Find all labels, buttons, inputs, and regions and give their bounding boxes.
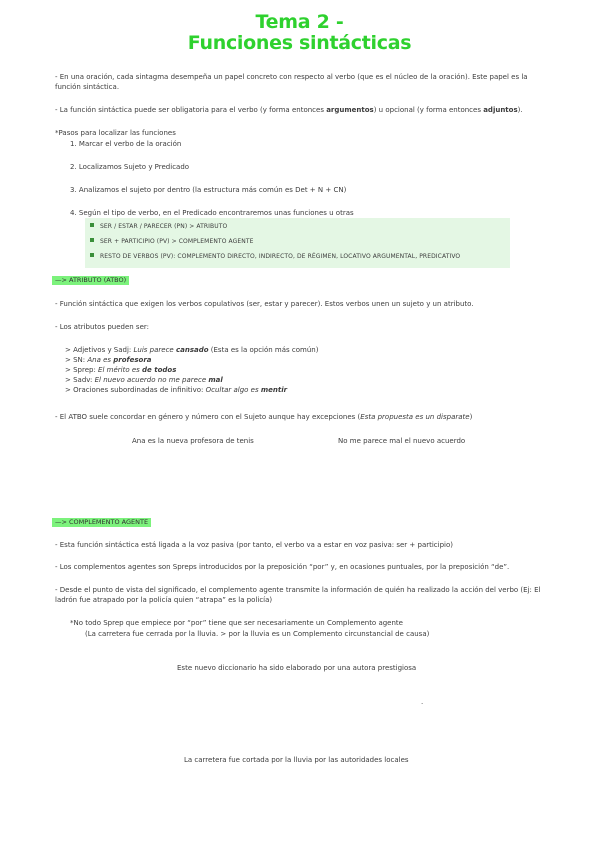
step-4: 4. Según el tipo de verbo, en el Predicado encontraremos unas funciones u otras <box>70 209 354 217</box>
intro-p2-text-e: ). <box>517 106 523 114</box>
item-label: > SN: <box>65 356 88 364</box>
atributo-item-sn <box>65 355 152 365</box>
agente-paragraph-1: - Esta función sintáctica está ligada a la voz pasiva (por tanto, el verbo va a estar en voz pasiva: ser + participio) <box>55 541 453 549</box>
step-3: 3. Analizamos el sujeto por dentro (la estructura más común es Det + N + CN) <box>70 186 347 194</box>
atributo-item-adjetivo <box>65 345 318 355</box>
example-bold: cansado <box>175 346 209 354</box>
example-bold: profesora <box>113 356 152 364</box>
argumentos-term: argumentos <box>326 106 374 114</box>
bullet-atributo <box>90 222 227 232</box>
bullet-agente-text: SER + PARTICIPIO (PV) > COMPLEMENTO AGENTE <box>100 238 254 245</box>
example-text: Ana es <box>87 356 114 364</box>
intro-p2-text-c: ) u opcional (y forma entonces <box>373 106 484 114</box>
atributo-paragraph-1: - Función sintáctica que exigen los verbos copulativos (ser, estar y parecer). Estos verbos unen un sujeto y un atributo. <box>55 300 474 308</box>
page-title-line1: Tema 2 - <box>255 11 344 33</box>
bullet-resto-text: RESTO DE VERBOS (PV): COMPLEMENTO DIRECTO, INDIRECTO, DE RÉGIMEN, LOCATIVO ARGUMENTAL, PREDICATIVO <box>100 253 461 260</box>
example-text: Ocultar algo es <box>205 386 261 394</box>
page-title-line2: Funciones sintácticas <box>187 32 412 54</box>
agente-paragraph-2: - Los complementos agentes son Spreps introducidos por la preposición “por” y, en ocasiones puntuales, por la preposición “de”. <box>55 563 510 571</box>
agente-paragraph-3: - Desde el punto de vista del significado, el complemento agente transmite la información de quién ha realizado la acción del verbo (Ej: El ladrón fue atrapado por la policía quien “atrapa” es la policía) <box>55 586 541 604</box>
example-text: El nuevo acuerdo no me parece <box>94 376 209 384</box>
example-text: El mérito es <box>98 366 143 374</box>
atributo-p3-text: - El ATBO suele concordar en género y número con el Sujeto aunque hay excepciones ( <box>55 413 361 421</box>
square-bullet-icon <box>90 253 94 257</box>
step-1: 1. Marcar el verbo de la oración <box>70 140 182 148</box>
example-bold: mal <box>208 376 223 384</box>
agente-example-2: La carretera fue cortada por la lluvia por las autoridades locales <box>184 756 409 764</box>
step-2: 2. Localizamos Sujeto y Predicado <box>70 163 190 171</box>
agente-note-2: (La carretera fue cerrada por la lluvia. > por la lluvia es un Complemento circunstancial de causa) <box>85 630 430 638</box>
atributo-example-1: Ana es la nueva profesora de tenis <box>132 437 254 445</box>
atributo-paragraph-3 <box>55 412 545 422</box>
atributo-item-sprep <box>65 365 176 375</box>
intro-paragraph-1: - En una oración, cada sintagma desempeña un papel concreto con respecto al verbo (que es el núcleo de la oración). Este papel es la función sintáctica. <box>55 73 528 91</box>
atributo-section-tag: —> ATRIBUTO (ATBO) <box>52 276 129 285</box>
atributo-paragraph-2: - Los atributos pueden ser: <box>55 323 149 331</box>
intro-paragraph-2 <box>55 105 545 115</box>
intro-p2-text-a: - La función sintáctica puede ser obligatoria para el verbo (y forma entonces <box>55 106 327 114</box>
item-label: > Adjetivos y Sadj: <box>65 346 134 354</box>
atributo-item-subordinada <box>65 385 287 395</box>
atributo-item-sadv <box>65 375 223 385</box>
square-bullet-icon <box>90 238 94 242</box>
bullet-agente <box>90 237 254 247</box>
bullet-atributo-text: SER / ESTAR / PARECER (PN) > ATRIBUTO <box>100 223 228 230</box>
item-label: > Oraciones subordinadas de infinitivo: <box>65 386 206 394</box>
square-bullet-icon <box>90 223 94 227</box>
item-label: > Sprep: <box>65 366 99 374</box>
stray-dot: . <box>421 698 424 706</box>
agente-example-1: Este nuevo diccionario ha sido elaborado por una autora prestigiosa <box>177 664 417 672</box>
atributo-example-2: No me parece mal el nuevo acuerdo <box>338 437 466 445</box>
steps-heading: *Pasos para localizar las funciones <box>55 129 176 137</box>
example-text: Luis parece <box>133 346 176 354</box>
atributo-p3-example: Esta propuesta es un disparate <box>360 413 470 421</box>
example-bold: mentir <box>260 386 288 394</box>
item-note: (Esta es la opción más común) <box>208 346 319 354</box>
item-label: > Sadv: <box>65 376 95 384</box>
atributo-p3-close: ) <box>469 413 473 421</box>
example-bold: de todos <box>142 366 177 374</box>
agente-section-tag: —> COMPLEMENTO AGENTE <box>52 518 151 527</box>
bullet-resto <box>90 252 460 262</box>
adjuntos-term: adjuntos <box>483 106 518 114</box>
agente-note-1: *No todo Sprep que empiece por “por” tiene que ser necesariamente un Complemento agente <box>70 619 403 627</box>
